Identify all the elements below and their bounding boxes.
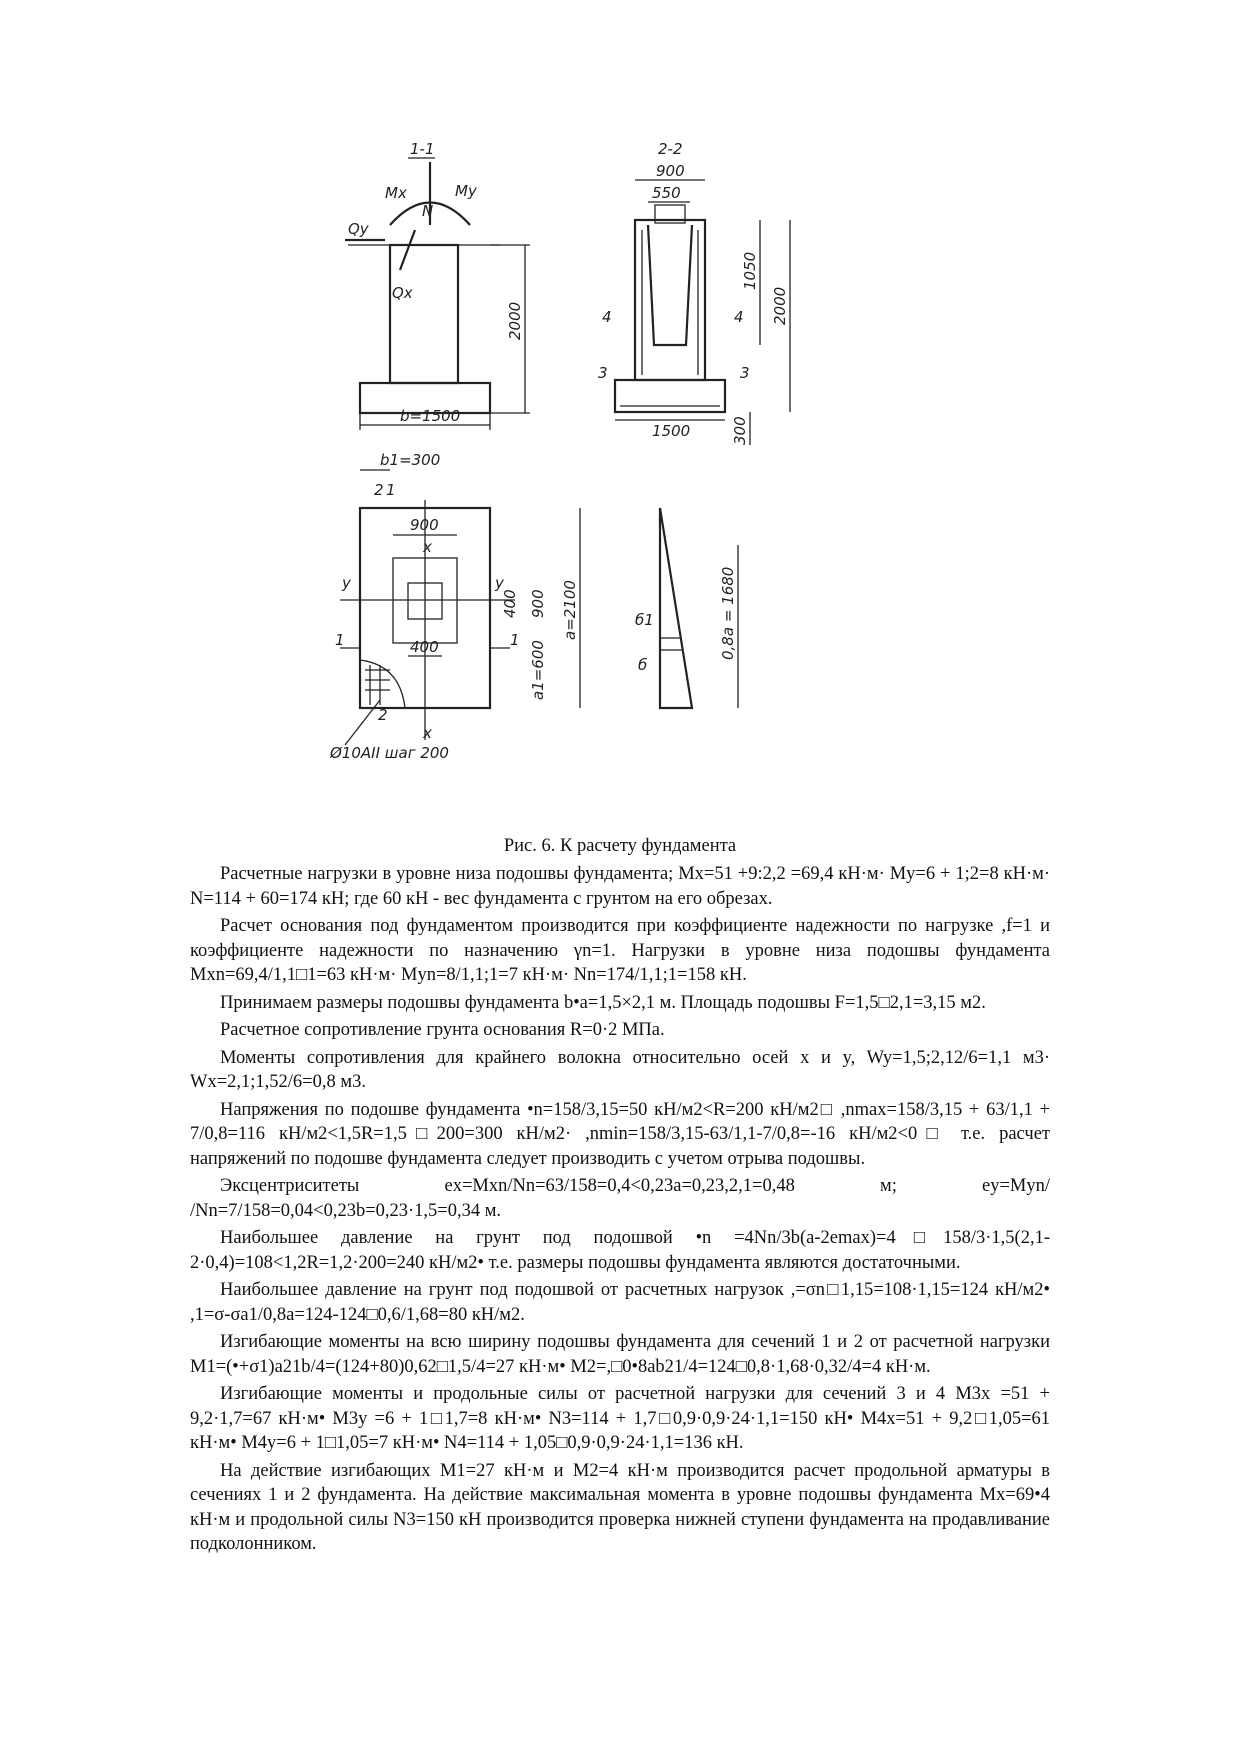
body-text xyxy=(190,862,1050,1560)
w900-label: 900 xyxy=(656,162,685,180)
sigma-label: б xyxy=(638,656,648,674)
section-2-2 xyxy=(598,140,790,445)
h08a-label: 0,8a = 1680 xyxy=(719,566,737,660)
p400h-label: 400 xyxy=(410,638,439,656)
rebar-note: Ø10AII шаг 200 xyxy=(330,744,449,762)
h300-label: 300 xyxy=(731,416,749,445)
qx-label: Qx xyxy=(392,284,413,302)
n1-right-label: 1 xyxy=(510,631,520,649)
cut3-left-label: 3 xyxy=(598,364,608,382)
n-label: N xyxy=(422,202,434,220)
w550-label: 550 xyxy=(652,184,681,202)
x-top-label: x xyxy=(423,538,432,556)
paragraph: Наибольшее давление на грунт под подошвой от расчетных нагрузок ,=σn□1,15=108·1,15=124 кН/м2• ,1=σ-σa1/0,8a=124-124□0,6/1,68=80 кН/м2. xyxy=(190,1280,1050,1325)
h2000-right-label: 2000 xyxy=(771,286,789,325)
my-label: My xyxy=(455,182,477,200)
paragraph: Наибольшее давление на грунт под подошвой •n =4Nn/3b(a-2emax)=4□158/3·1,5(2,1-2·0,4)=108<1,2R=1,2·200=240 кН/м2• т.е. размеры подошвы фундамента являются достаточными. xyxy=(190,1228,1050,1273)
h2000-left-label: 2000 xyxy=(506,301,524,340)
p900-label: 900 xyxy=(410,516,439,534)
paragraph: Расчет основания под фундаментом производится при коэффициенте надежности по нагрузке ,f=1 и коэффициенте надежности по назначению γn=1. Нагрузки в уровне низа подошвы фундамента Mxn=69,4/1,1□1=63 кН·м· Myn=8/1,1;1=7 кН·м· Nn=174/1,1;1=158 кН. xyxy=(190,916,1050,985)
paragraph: Изгибающие моменты на всю ширину подошвы фундамента для сечений 1 и 2 от расчетной нагрузки M1=(•+σ1)a21b/4=(124+80)0,62□1,5/4=27 кН·м• M2=,□0•8ab21/4=124□0,8·1,68·0,32/4=4 кН·м. xyxy=(190,1332,1050,1377)
paragraph: На действие изгибающих M1=27 кН·м и M2=4 кН·м производится расчет продольной арматуры в сечениях 1 и 2 фундамента. На действие максимальная момента в уровне подошвы фундамента Mx=69•4 кН·м и продольной силы N3=150 кН производится проверка нижней ступени фундамента на продавливание подколонником. xyxy=(190,1460,1050,1554)
qy-label: Qy xyxy=(348,220,369,238)
pressure-diagram xyxy=(635,508,738,708)
n2-bottom-label: 2 xyxy=(378,706,388,724)
b1-label: b1=300 xyxy=(380,451,441,469)
plan-view xyxy=(330,451,580,762)
cut3-right-label: 3 xyxy=(740,364,750,382)
cut4-left-label: 4 xyxy=(602,308,612,326)
n1-left-label: 1 xyxy=(335,631,345,649)
section-2-2-label: 2-2 xyxy=(658,140,683,158)
y-right-label: y xyxy=(495,574,504,592)
p400v-label: 400 xyxy=(501,589,519,618)
x-bottom-label: x xyxy=(423,724,432,742)
figure-caption: Рис. 6. К расчету фундамента xyxy=(503,836,737,856)
section-1-1 xyxy=(345,140,530,430)
foundation-figure xyxy=(330,140,950,830)
b1500-label: b=1500 xyxy=(400,407,461,425)
h1050-label: 1050 xyxy=(741,251,759,290)
paragraph: Принимаем размеры подошвы фундамента b•a=1,5×2,1 м. Площадь подошвы F=1,5□2,1=3,15 м2. xyxy=(220,992,986,1013)
a2100-label: a=2100 xyxy=(561,580,579,640)
sigma1-label: б1 xyxy=(635,611,654,629)
w1500-label: 1500 xyxy=(652,422,691,440)
paragraph: Напряжения по подошве фундамента •n=158/3,15=50 кН/м2<R=200 кН/м2□ ,nmax=158/3,15 + 63/1,1 + 7/0,8=116 кН/м2<1,5R=1,5□200=300 кН/м2· ,nmin=158/3,15-63/1,1-7/0,8=-16 кН/м2<0□ т.е. расчет напряжений по подошве фундамента следует производить с учетом отрыва подошвы. xyxy=(190,1099,1050,1169)
n2-top-label: 2 xyxy=(374,481,384,499)
foundation-drawing xyxy=(330,140,950,830)
a1-label: a1=600 xyxy=(529,640,547,700)
n1-top-label: 1 xyxy=(386,481,396,499)
section-1-1-label: 1-1 xyxy=(410,140,435,158)
cut4-right-label: 4 xyxy=(734,308,744,326)
paragraph: Эксцентриситеты ex=Mxn/Nn=63/158=0,4<0,23a=0,23,2,1=0,48 м; ey=Myn/ /Nn=7/158=0,04<0,23b=0,23·1,5=0,34 м. xyxy=(190,1176,1050,1221)
paragraph: Изгибающие моменты и продольные силы от расчетной нагрузки для сечений 3 и 4 M3x =51 + 9,2·1,7=67 кН·м• M3y =6 + 1□1,7=8 кН·м• N3=114 + 1,7□0,9·0,9·24·1,1=150 кН• M4x=51 + 9,2□1,05=61 кН·м• M4y=6 + 1□1,05=7 кН·м• N4=114 + 1,05□0,9·0,9·24·1,1=136 кН. xyxy=(190,1384,1050,1453)
y-left-label: y xyxy=(342,574,351,592)
paragraph: Расчетное сопротивление грунта основания R=0·2 МПа. xyxy=(220,1020,665,1040)
p900v-label: 900 xyxy=(529,589,547,618)
paragraph: Моменты сопротивления для крайнего волокна относительно осей x и y, Wy=1,5;2,12/6=1,1 м3· Wx=2,1;1,52/6=0,8 м3. xyxy=(190,1047,1050,1092)
paragraph: Расчетные нагрузки в уровне низа подошвы фундамента; Mx=51 +9:2,2 =69,4 кН·м· My=6 + 1;2=8 кН·м· N=114 + 60=174 кН; где 60 кН - вес фундамента с грунтом на его обрезах. xyxy=(190,864,1050,909)
mx-label: Mx xyxy=(385,184,407,202)
